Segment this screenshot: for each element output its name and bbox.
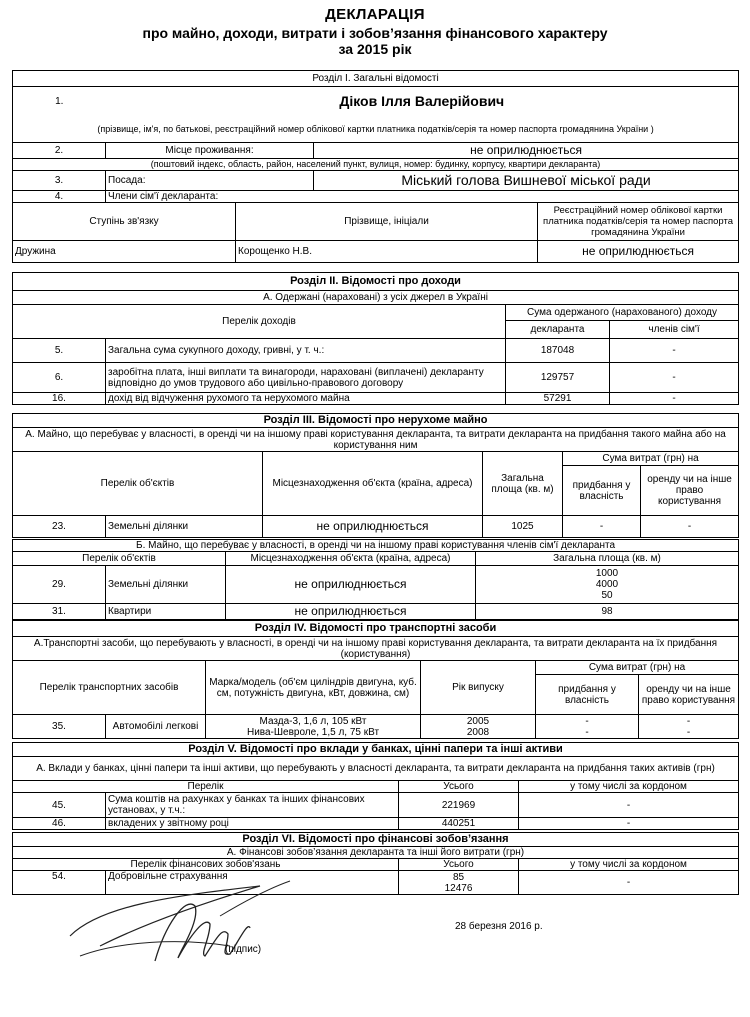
income-item: Загальна сума сукупного доходу, гривні, у т. ч.: xyxy=(106,339,506,363)
row-number: 46. xyxy=(13,818,106,830)
asset-item: вкладених у звітному році xyxy=(106,818,399,830)
col-abroad: у тому числі за кордоном xyxy=(519,859,739,871)
table-row xyxy=(13,793,739,818)
vehicle-year-1: 2005 xyxy=(466,715,490,727)
declaration-date: 28 березня 2016 р. xyxy=(455,921,543,932)
income-family: - xyxy=(610,363,739,393)
section-2-table xyxy=(12,272,739,405)
section-3a-table xyxy=(12,413,739,538)
section-4-table xyxy=(12,620,739,739)
col-list: Перелік xyxy=(13,781,399,793)
col-name: Прізвище, ініціали xyxy=(236,203,538,241)
asset-total: 221969 xyxy=(399,793,519,818)
vehicle-rent xyxy=(639,715,739,739)
income-declarant: 129757 xyxy=(506,363,610,393)
area-value: 50 xyxy=(601,590,613,601)
property-object: Земельні ділянки xyxy=(106,566,226,604)
col-buy: придбання у власність xyxy=(563,466,641,516)
col-location: Місцезнаходження об'єкта (країна, адреса) xyxy=(263,452,483,516)
asset-abroad: - xyxy=(519,818,739,830)
income-declarant: 187048 xyxy=(506,339,610,363)
property-object: Квартири xyxy=(106,604,226,620)
family-member-name: Корощенко Н.В. xyxy=(236,241,538,263)
family-member-id: не оприлюднюється xyxy=(538,241,739,263)
section-3b-table xyxy=(12,539,739,620)
col-relation: Ступінь зв'язку xyxy=(13,203,236,241)
section-5-title: Розділ V. Відомості про вклади у банках, цінні папери та інші активи xyxy=(13,743,739,757)
section-5-subtitle: А. Вклади у банках, цінні папери та інші активи, що перебувають у власності декларанта, та витрати декларанта на придбання таких активів (грн) xyxy=(13,757,739,781)
row-number: 2. xyxy=(13,143,106,159)
section-3-title: Розділ ІІІ. Відомості про нерухоме майно xyxy=(13,414,739,428)
section-6-title: Розділ VI. Відомості про фінансові зобов’язання xyxy=(13,833,739,847)
section-5-table xyxy=(12,742,739,830)
vehicle-rent-1: - xyxy=(686,715,691,727)
table-row xyxy=(13,818,739,830)
table-row xyxy=(13,363,739,393)
vehicle-model xyxy=(206,715,421,739)
row-number: 4. xyxy=(13,191,106,203)
handwritten-signature xyxy=(60,866,320,966)
vehicle-buy xyxy=(536,715,639,739)
section-3b-subtitle: Б. Майно, що перебуває у власності, в оренді чи на іншому праві користування членів сім'ї декларанта xyxy=(13,540,739,552)
income-item: заробітна плата, інші виплати та винагороди, нараховані (виплачені) декларанту відповідно до умов трудового або цивільно-правового договору xyxy=(106,363,506,393)
col-income-sum: Сума одержаного (нарахованого) доходу xyxy=(506,305,739,321)
row-number: 31. xyxy=(13,604,106,620)
col-objects: Перелік об'єктів xyxy=(13,452,263,516)
vehicle-buy-1: - xyxy=(585,715,589,727)
row-number: 35. xyxy=(13,715,106,739)
col-rent: оренду чи на інше право користування xyxy=(639,675,739,715)
section-1-title: Розділ І. Загальні відомості xyxy=(13,71,739,87)
property-object: Земельні ділянки xyxy=(106,516,263,538)
vehicle-year xyxy=(421,715,536,739)
vehicle-model-1: Мазда-3, 1,6 л, 105 кВт xyxy=(259,715,367,727)
liability-total xyxy=(399,871,519,895)
declarant-name: Діков Ілля Валерійович xyxy=(106,87,739,117)
income-family: - xyxy=(610,339,739,363)
col-model: Марка/модель (об'єм циліндрів двигуна, куб. см, потужність двигуна, кВт, довжина, см) xyxy=(206,661,421,715)
col-area: Загальна площа (кв. м) xyxy=(476,552,739,566)
table-row xyxy=(13,715,739,739)
table-row xyxy=(13,604,739,620)
row-number: 23. xyxy=(13,516,106,538)
liability-total-1: 85 xyxy=(452,871,465,883)
col-family: членів сім'ї xyxy=(610,321,739,339)
position-value: Міський голова Вишневої міської ради xyxy=(314,171,739,191)
row-number: 29. xyxy=(13,566,106,604)
col-vehicles: Перелік транспортних засобів xyxy=(13,661,206,715)
signature-label: (підпис) xyxy=(225,944,262,955)
property-rent: - xyxy=(641,516,739,538)
document-subtitle: про майно, доходи, витрати і зобов’язання фінансового характеру xyxy=(142,25,608,41)
asset-total: 440251 xyxy=(399,818,519,830)
col-expenses: Сума витрат (грн) на xyxy=(563,452,739,466)
col-declarant: декларанта xyxy=(506,321,610,339)
document-title: ДЕКЛАРАЦІЯ xyxy=(325,6,425,23)
section-1-table xyxy=(12,70,739,263)
asset-item: Сума коштів на рахунках у банках та інших фінансових установах, у т.ч.: xyxy=(106,793,399,818)
liability-abroad: - xyxy=(519,871,739,895)
col-buy: придбання у власність xyxy=(536,675,639,715)
col-list: Перелік фінансових зобов'язань xyxy=(13,859,399,871)
row-number: 1. xyxy=(13,87,106,117)
income-family: - xyxy=(610,393,739,405)
document-year: за 2015 рік xyxy=(338,41,412,57)
declarant-name-hint: (прізвище, ім'я, по батькові, реєстраційний номер облікової картки платника податків/серія та номер паспорта громадянина України ) xyxy=(13,117,739,143)
section-2-subtitle: А. Одержані (нараховані) з усіх джерел в Україні xyxy=(13,291,739,305)
col-total: Усього xyxy=(399,859,519,871)
position-label: Посада: xyxy=(106,171,314,191)
col-expenses: Сума витрат (грн) на xyxy=(536,661,739,675)
table-row xyxy=(13,516,739,538)
row-number: 54. xyxy=(13,871,106,895)
property-area: 1025 xyxy=(483,516,563,538)
vehicle-rent-2: - xyxy=(686,726,691,738)
col-rent: оренду чи на інше право користування xyxy=(641,466,739,516)
residence-hint: (поштовий індекс, область, район, населений пункт, вулиця, номер: будинку, корпусу, квартири декларанта) xyxy=(13,159,739,171)
property-buy: - xyxy=(563,516,641,538)
vehicle-buy-2: - xyxy=(585,726,589,738)
property-location: не оприлюднюється xyxy=(226,604,476,620)
section-3a-subtitle: А. Майно, що перебуває у власності, в оренді чи на іншому праві користування декларанта, та витрати декларанта на придбання такого майна або на користування ним xyxy=(13,428,739,452)
col-income-list: Перелік доходів xyxy=(13,305,506,339)
document-header xyxy=(0,6,750,57)
col-abroad: у тому числі за кордоном xyxy=(519,781,739,793)
section-4-subtitle: А.Транспортні засоби, що перебувають у власності, в оренді чи на іншому праві користування декларанта, та витрати декларанта на їх придбання (користування) xyxy=(13,637,739,661)
col-total: Усього xyxy=(399,781,519,793)
family-label: Члени сім'ї декларанта: xyxy=(106,191,739,203)
property-area: 98 xyxy=(476,604,739,620)
table-row xyxy=(13,566,739,604)
residence-label: Місце проживання: xyxy=(106,143,314,159)
row-number: 16. xyxy=(13,393,106,405)
row-number: 3. xyxy=(13,171,106,191)
col-location: Місцезнаходження об'єкта (країна, адреса) xyxy=(226,552,476,566)
section-4-title: Розділ IV. Відомості про транспортні засоби xyxy=(13,621,739,637)
table-row xyxy=(13,393,739,405)
vehicle-year-2: 2008 xyxy=(466,726,490,738)
col-area: Загальна площа (кв. м) xyxy=(483,452,563,516)
row-number: 45. xyxy=(13,793,106,818)
row-number: 6. xyxy=(13,363,106,393)
residence-value: не оприлюднюється xyxy=(314,143,739,159)
liability-item: Добровільне страхування xyxy=(106,871,399,895)
property-area xyxy=(476,566,739,604)
col-objects: Перелік об'єктів xyxy=(13,552,226,566)
property-location: не оприлюднюється xyxy=(226,566,476,604)
table-row xyxy=(13,339,739,363)
vehicle-model-2: Нива-Шевроле, 1,5 л, 75 кВт xyxy=(246,726,380,738)
section-6-subtitle: А. Фінансові зобов’язання декларанта та інші його витрати (грн) xyxy=(13,847,739,859)
row-number: 5. xyxy=(13,339,106,363)
income-item: дохід від відчуження рухомого та нерухомого майна xyxy=(106,393,506,405)
col-year: Рік випуску xyxy=(421,661,536,715)
section-2-title: Розділ ІІ. Відомості про доходи xyxy=(13,273,739,291)
property-location: не оприлюднюється xyxy=(263,516,483,538)
family-member-relation: Дружина xyxy=(13,241,236,263)
area-value: 1000 xyxy=(595,568,619,579)
liability-total-2: 12476 xyxy=(444,882,473,894)
asset-abroad: - xyxy=(519,793,739,818)
vehicle-type: Автомобілі легкові xyxy=(106,715,206,739)
area-value: 4000 xyxy=(595,579,619,590)
income-declarant: 57291 xyxy=(506,393,610,405)
col-id: Реєстраційний номер облікової картки платника податків/серія та номер паспорта громадянина України xyxy=(538,203,739,241)
